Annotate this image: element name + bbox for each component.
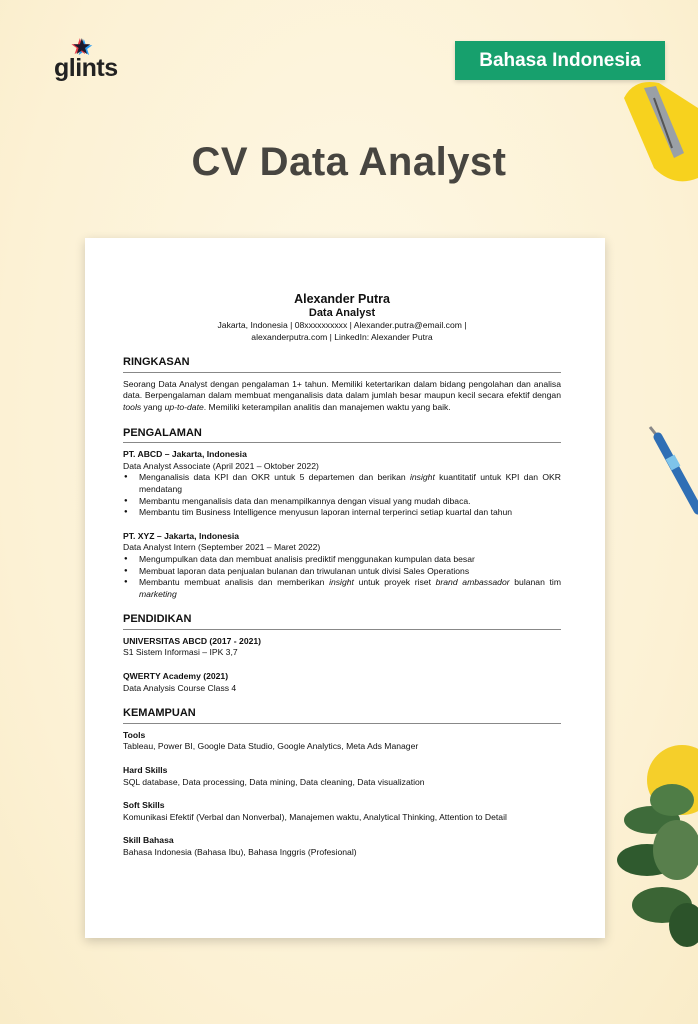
- text-segment: Membantu tim Business Intelligence menyusun laporan internal terperinci setiap kuartal dan tahun: [139, 507, 513, 518]
- text-segment: untuk proyek riset: [353, 577, 436, 588]
- text-segment: Mengumpulkan data dan membuat analisis prediktif menggunakan kumpulan data besar: [139, 553, 475, 564]
- skill-value: Bahasa Indonesia (Bahasa Ibu), Bahasa Inggris (Profesional): [123, 847, 357, 857]
- text-segment: Membantu membuat analisis dan memberikan: [139, 577, 330, 588]
- text-segment: Seorang Data Analyst dengan pengalaman 1+ tahun. Memiliki ketertarikan dalam bidang pengolahan dan analisa data. Berpengalaman dalam membuat menganalisis data dalam jumlah besar maupun kecil secara efektif dengan: [123, 378, 561, 401]
- school-name: QWERTY Academy (2021): [123, 671, 229, 682]
- glints-logo: [54, 36, 118, 82]
- bullet-item: [123, 472, 561, 495]
- italic-text: up-to-date: [164, 401, 204, 412]
- school-detail: Data Analysis Course Class 4: [123, 682, 237, 693]
- contact-line: alexanderputra.com | LinkedIn: Alexander Putra: [251, 331, 433, 342]
- bullet-item: [123, 566, 561, 578]
- logo-text: glints: [54, 54, 118, 82]
- skill-label: Skill Bahasa: [123, 835, 174, 846]
- skill-value: SQL database, Data processing, Data mining, Data cleaning, Data visualization: [123, 776, 425, 787]
- section-heading-skills: KEMAMPUAN: [123, 708, 561, 724]
- text-segment: Membuat laporan data penjualan bulanan dan triwulanan untuk divisi Sales Operations: [139, 565, 470, 576]
- text-segment: Menganalisis data KPI dan OKR untuk 5 departemen dan berikan: [139, 472, 410, 483]
- section-heading-experience: PENGALAMAN: [123, 428, 561, 444]
- job-position: Data Analyst Associate (April 2021 – Oktober 2022): [123, 460, 319, 471]
- spacer: [123, 659, 561, 671]
- skill-value: Komunikasi Efektif (Verbal dan Nonverbal), Manajemen waktu, Analytical Thinking, Attention to Detail: [123, 811, 507, 822]
- bullet-item: [123, 577, 561, 600]
- job-position: Data Analyst Intern (September 2021 – Maret 2022): [123, 542, 321, 553]
- contact-line: Jakarta, Indonesia | 08xxxxxxxxxx | Alexander.putra@email.com |: [217, 320, 467, 330]
- job-company: PT. XYZ – Jakarta, Indonesia: [123, 530, 240, 541]
- spacer: [123, 753, 561, 765]
- experience-list: [123, 449, 561, 600]
- succulent-plant-icon: [612, 740, 698, 950]
- section-heading-summary: RINGKASAN: [123, 357, 561, 373]
- cv-name: Alexander Putra: [294, 292, 390, 306]
- pen-icon: [648, 425, 698, 515]
- spacer: [123, 788, 561, 800]
- skill-label: Tools: [123, 729, 146, 740]
- skill-label: Hard Skills: [123, 765, 168, 776]
- cv-document: [85, 238, 605, 938]
- cv-role: Data Analyst: [308, 307, 376, 319]
- job-bullets: [123, 472, 561, 518]
- skill-value: Tableau, Power BI, Google Data Studio, Google Analytics, Meta Ads Manager: [123, 741, 419, 752]
- spacer: [123, 823, 561, 835]
- text-segment: bulanan tim: [509, 577, 561, 588]
- education-list: [123, 636, 561, 694]
- bullet-item: [123, 554, 561, 566]
- summary-text: [123, 379, 561, 414]
- skills-list: [123, 730, 561, 859]
- school-name: UNIVERSITAS ABCD (2017 - 2021): [123, 635, 262, 646]
- italic-text: tools: [123, 401, 142, 412]
- job-company: PT. ABCD – Jakarta, Indonesia: [123, 449, 247, 460]
- language-badge: Bahasa Indonesia: [455, 41, 665, 80]
- text-segment: kuantitatif untuk KPI dan OKR mendatang: [139, 472, 561, 494]
- school-detail: S1 Sistem Informasi – IPK 3,7: [123, 647, 238, 658]
- star-icon: ★: [72, 34, 92, 59]
- page-title: CV Data Analyst: [191, 140, 507, 184]
- italic-text: marketing: [139, 588, 177, 599]
- text-segment: yang: [141, 401, 165, 412]
- bullet-item: [123, 507, 561, 519]
- skill-label: Soft Skills: [123, 800, 165, 811]
- bullet-item: [123, 496, 561, 508]
- italic-text: insight: [329, 577, 354, 588]
- section-heading-education: PENDIDIKAN: [123, 614, 561, 630]
- text-segment: . Memiliki keterampilan analitis dan manajemen waktu yang baik.: [203, 401, 451, 412]
- text-segment: Membantu menganalisis data dan menampilkannya dengan visual yang mudah dibaca.: [139, 495, 471, 506]
- job-bullets: [123, 554, 561, 600]
- italic-text: insight: [409, 472, 435, 483]
- spacer: [123, 519, 561, 531]
- italic-text: brand ambassador: [435, 577, 510, 588]
